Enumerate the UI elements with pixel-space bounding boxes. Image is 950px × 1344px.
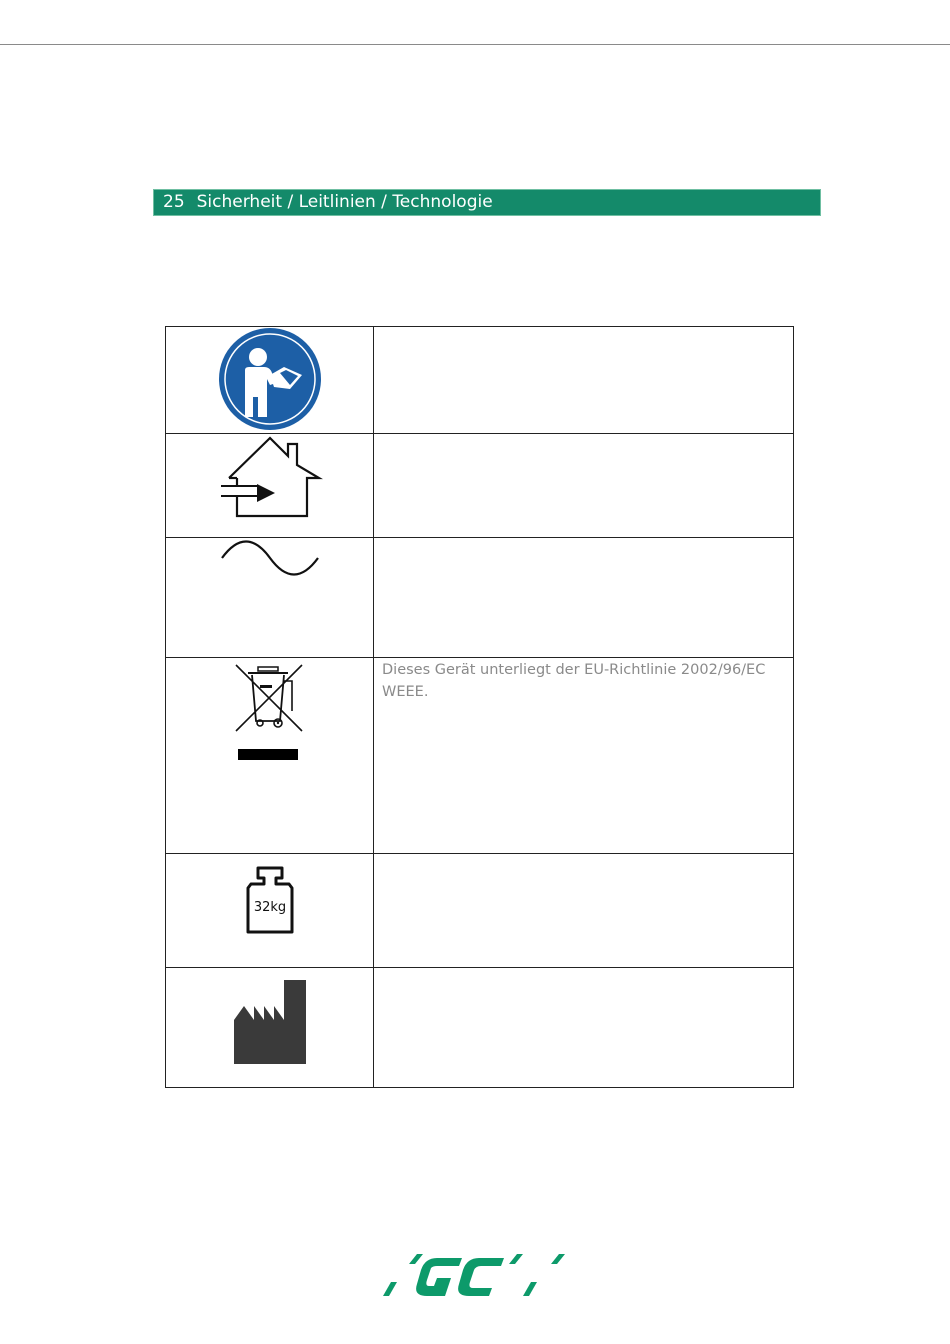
symbol-description	[374, 968, 793, 969]
weight-label: 32kg	[253, 900, 286, 915]
manufacturer-icon	[232, 976, 308, 1066]
symbol-description: Dieses Gerät unterliegt der EU-Richtlinie 2002/96/EC WEEE.	[382, 662, 766, 700]
section-header	[153, 189, 821, 216]
table-row	[166, 854, 794, 968]
symbol-description	[374, 434, 793, 435]
symbol-description	[374, 854, 793, 855]
alternating-current-icon	[218, 538, 322, 578]
gc-logo	[375, 1252, 575, 1302]
weee-crossed-bin-icon	[230, 661, 310, 763]
read-manual-icon	[218, 327, 322, 431]
weight-icon	[245, 866, 295, 936]
table-row	[166, 968, 794, 1088]
table-row	[166, 434, 794, 538]
section-number: 25	[163, 192, 185, 212]
symbol-description	[374, 327, 793, 328]
indoor-use-icon	[217, 434, 323, 522]
table-row	[166, 538, 794, 658]
section-title: Sicherheit / Leitlinien / Technologie	[196, 192, 493, 212]
table-row	[166, 327, 794, 434]
symbol-description	[374, 538, 793, 539]
table-row	[166, 658, 794, 854]
symbols-table	[165, 326, 794, 1088]
top-rule	[0, 44, 950, 45]
